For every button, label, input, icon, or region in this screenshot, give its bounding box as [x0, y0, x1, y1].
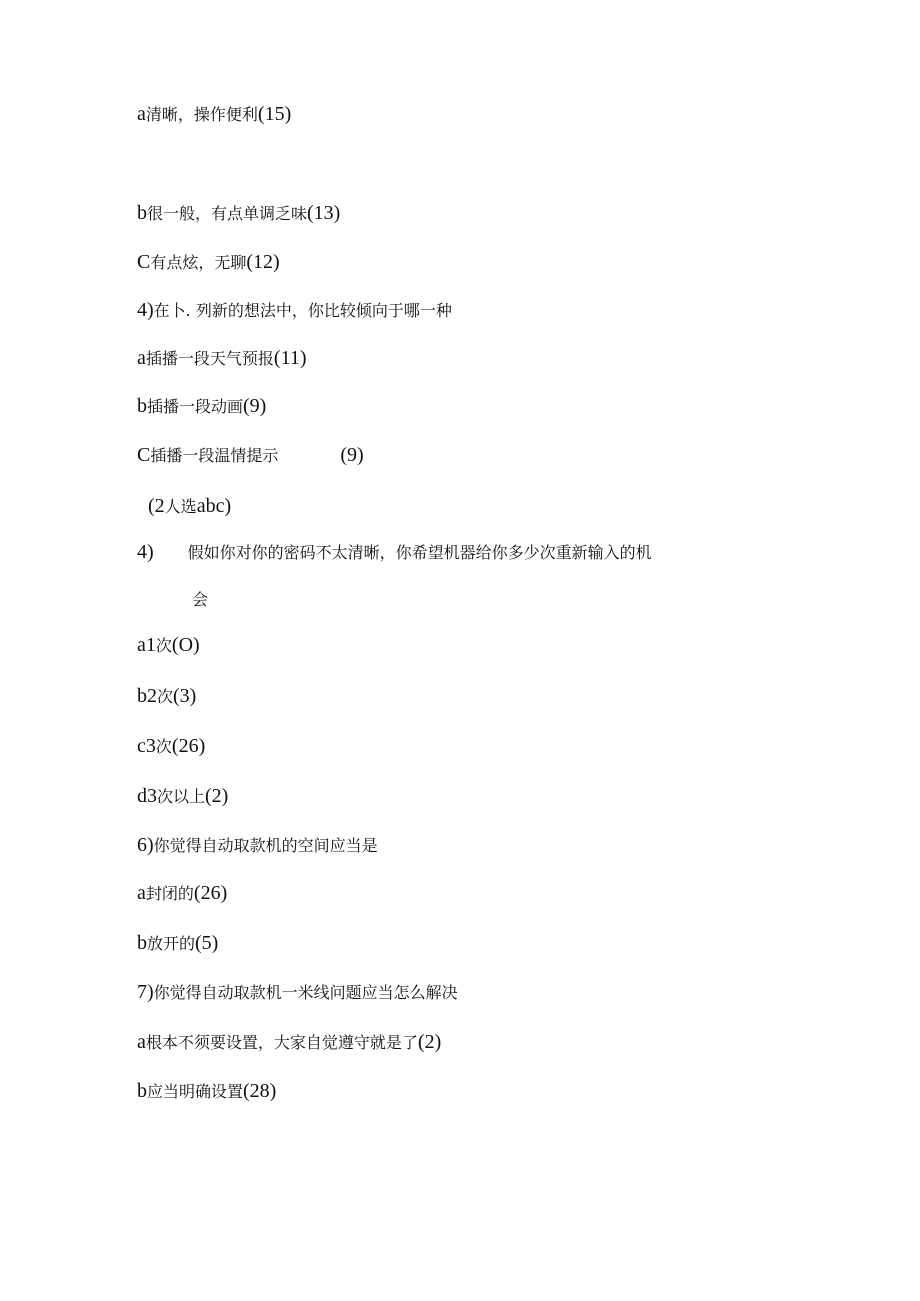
question-4b: [137, 539, 652, 566]
option-text: 根本不须要设置，大家自觉遵守就是了: [145, 1033, 418, 1052]
option-count: (2): [417, 1031, 442, 1053]
q7-option-a: [137, 1029, 441, 1056]
option-count: (O): [171, 634, 200, 656]
option-text: 插播一段动画: [147, 397, 244, 416]
option-prefix: b2: [137, 685, 157, 707]
q3-option-c: [137, 249, 280, 276]
option-count: (3): [173, 685, 197, 707]
option-prefix: d3: [137, 785, 157, 807]
question-4a: [137, 297, 452, 324]
option-count: (2): [205, 785, 229, 807]
option-text: 清晰，操作便利: [145, 105, 258, 124]
option-text: 应当明确设置: [147, 1082, 244, 1101]
q4a-option-c: [137, 442, 364, 469]
option-text: 放开的: [147, 934, 196, 953]
q7-option-b: [137, 1078, 276, 1105]
note-text: 人选: [164, 497, 197, 516]
question-text-continuation: 会: [192, 590, 209, 609]
option-prefix: a: [137, 347, 146, 369]
q4a-note: [148, 493, 231, 520]
option-text: 次以上: [157, 787, 206, 806]
question-number: 6): [137, 834, 154, 856]
option-prefix: a: [137, 103, 146, 125]
question-text: 你觉得自动取款机一米线问题应当怎么解决: [153, 983, 458, 1002]
option-count: (26): [171, 735, 206, 757]
option-count: (13): [307, 202, 341, 224]
note-suffix: abc): [196, 495, 232, 517]
option-prefix: C: [137, 251, 151, 273]
q6-option-a: [137, 880, 227, 907]
q4a-option-a: [137, 345, 306, 372]
option-prefix: b: [137, 202, 147, 224]
q4b-option-a: [137, 632, 200, 659]
option-count: (28): [243, 1080, 277, 1102]
note-prefix: (2: [148, 495, 165, 517]
q3-option-a: [137, 101, 291, 128]
question-6: [137, 832, 378, 859]
option-text: 插播一段温情提示: [150, 446, 279, 465]
option-prefix: a1: [137, 634, 156, 656]
option-count: (11): [273, 347, 307, 369]
option-prefix: a: [137, 1031, 146, 1053]
q3-option-b: [137, 200, 340, 227]
option-prefix: C: [137, 444, 151, 466]
option-text: 有点炫，无聊: [150, 253, 247, 272]
option-prefix: b: [137, 1080, 147, 1102]
q4b-option-b: [137, 683, 196, 710]
option-prefix: b: [137, 932, 147, 954]
question-4b-continuation: [192, 586, 208, 613]
option-text: 次: [155, 737, 172, 756]
question-text: 假如你对你的密码不太清晰，你希望机器给你多少次重新输入的机: [187, 543, 652, 562]
option-count: (12): [246, 251, 280, 273]
q4b-option-d: [137, 783, 228, 810]
option-prefix: b: [137, 395, 147, 417]
option-prefix: c3: [137, 735, 156, 757]
option-count: (9): [340, 444, 364, 466]
option-text: 很一般，有点单调乏味: [147, 204, 308, 223]
question-number: 4): [137, 541, 154, 563]
q4a-option-b: [137, 393, 266, 420]
option-prefix: a: [137, 882, 146, 904]
option-text: 插播一段天气预报: [145, 349, 274, 368]
option-count: (9): [243, 395, 267, 417]
question-7: [137, 979, 458, 1006]
question-text: 在卜. 列新的想法中，你比较倾向于哪一种: [153, 301, 452, 320]
option-count: (5): [195, 932, 219, 954]
option-count: (26): [193, 882, 228, 904]
question-number: 4): [137, 299, 154, 321]
option-text: 次: [155, 636, 172, 655]
q4b-option-c: [137, 733, 205, 760]
option-text: 封闭的: [145, 884, 194, 903]
question-number: 7): [137, 981, 154, 1003]
option-count: (15): [257, 103, 292, 125]
q6-option-b: [137, 930, 218, 957]
option-text: 次: [157, 687, 174, 706]
question-text: 你觉得自动取款机的空间应当是: [153, 836, 378, 855]
